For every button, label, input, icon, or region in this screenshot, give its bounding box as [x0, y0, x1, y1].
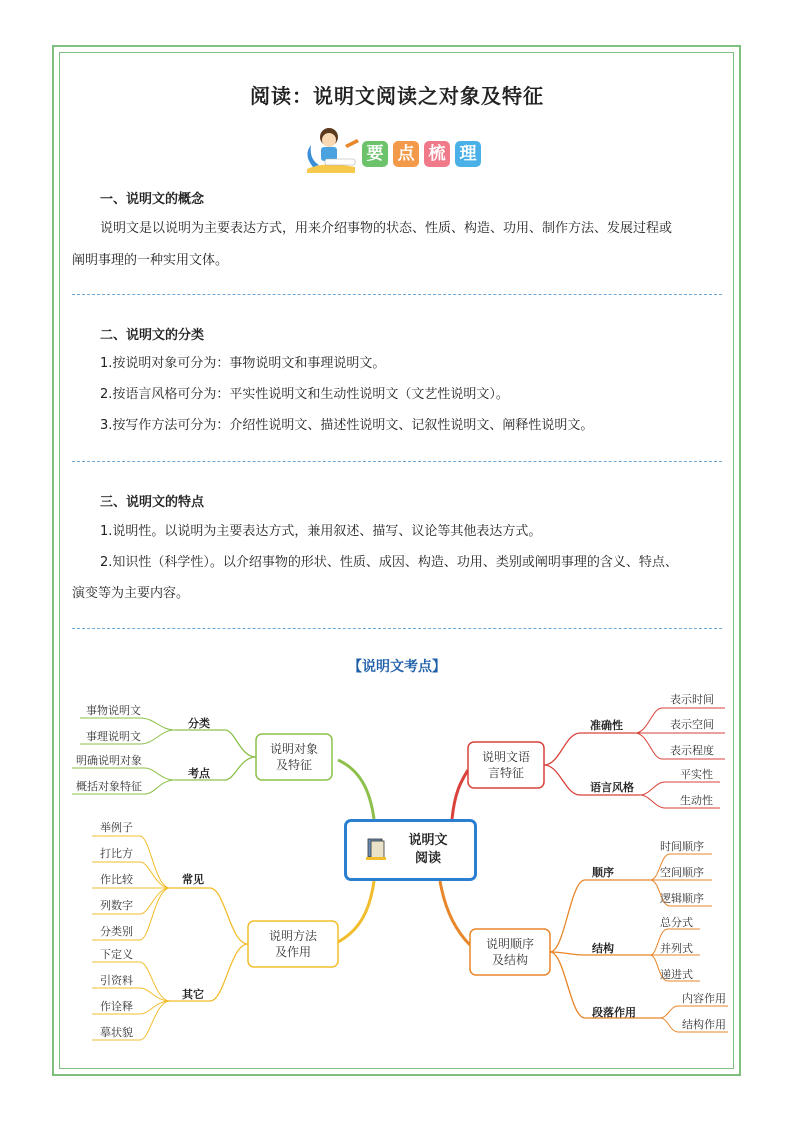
leaf-item: 举例子 — [100, 821, 133, 834]
leaf-item: 表示空间 — [670, 718, 714, 731]
leaf-item: 概括对象特征 — [76, 780, 142, 793]
node-line: 及特征 — [275, 758, 312, 772]
category-classification: 分类 — [188, 717, 210, 730]
leaf-item: 打比方 — [100, 847, 133, 860]
section2-item-3: 3.按写作方法可分为：介绍性说明文、描述性说明文、记叙性说明文、阐释性说明文。 — [100, 418, 594, 433]
leaf-item: 事理说明文 — [86, 730, 141, 743]
branch-bottom-left — [338, 881, 374, 942]
leaf-item: 明确说明对象 — [76, 754, 142, 767]
leaf-item: 引资料 — [100, 974, 133, 987]
leaf-item: 空间顺序 — [660, 866, 704, 879]
banner-badge-1: 要 — [362, 141, 388, 167]
leaf-item: 逻辑顺序 — [660, 892, 704, 905]
leaf-item: 内容作用 — [682, 992, 726, 1005]
leaf-item: 并列式 — [660, 942, 693, 955]
leaf-item: 平实性 — [680, 768, 713, 781]
mindmap-center-label — [396, 832, 460, 868]
node-line: 及作用 — [274, 945, 311, 959]
node-bottom-right — [470, 936, 550, 968]
banner-badge-2: 点 — [393, 141, 419, 167]
leaf-item: 作比较 — [100, 873, 133, 886]
mindmap-title: 【说明文考点】 — [348, 659, 446, 675]
center-line-2: 阅读 — [414, 851, 441, 866]
category-language-style: 语言风格 — [590, 781, 634, 794]
section2-heading: 二、说明文的分类 — [100, 328, 205, 343]
leaf-item: 表示程度 — [670, 744, 714, 757]
page-title: 阅读：说明文阅读之对象及特征 — [250, 84, 544, 108]
node-bottom-left — [248, 928, 338, 960]
leaf-item: 事物说明文 — [86, 704, 141, 717]
node-line: 说明文语 — [481, 750, 530, 764]
book-icon — [364, 836, 388, 862]
center-line-1: 说明文 — [408, 833, 448, 848]
leaf-item: 生动性 — [680, 794, 713, 807]
node-line: 及结构 — [491, 953, 528, 967]
section2-item-2: 2.按语言风格可分为：平实性说明文和生动性说明文（文艺性说明文）。 — [100, 387, 509, 402]
leaf-item: 结构作用 — [682, 1018, 726, 1031]
section3-item-2-line1: 2.知识性（科学性）。以介绍事物的形状、性质、成因、构造、功用、类别或阐明事理的含义、特点、 — [100, 555, 678, 570]
category-other: 其它 — [182, 988, 204, 1001]
leaf-item: 递进式 — [660, 968, 693, 981]
category-accuracy: 准确性 — [590, 719, 623, 732]
leaf-item: 摹状貌 — [100, 1026, 133, 1039]
node-line: 说明对象 — [269, 742, 318, 756]
category-common: 常见 — [182, 873, 204, 886]
section3-heading: 三、说明文的特点 — [100, 495, 205, 510]
section3-item-1: 1.说明性。以说明为主要表达方式，兼用叙述、描写、议论等其他表达方式。 — [100, 524, 542, 539]
leaf-item: 作诠释 — [100, 1000, 133, 1013]
node-line: 说明顺序 — [485, 937, 534, 951]
node-line: 言特征 — [487, 766, 524, 780]
leaf-item: 总分式 — [660, 916, 693, 929]
section2-item-1: 1.按说明对象可分为：事物说明文和事理说明文。 — [100, 356, 386, 371]
leaf-item: 表示时间 — [670, 693, 714, 706]
branch-bottom-right — [440, 881, 470, 945]
section1-line2: 阐明事理的一种实用文体。 — [72, 253, 229, 268]
category-order: 顺序 — [592, 866, 614, 879]
branch-top-right — [452, 770, 468, 819]
banner-badge-4: 理 — [455, 141, 481, 167]
category-paragraph-function: 段落作用 — [592, 1006, 636, 1019]
node-line: 说明方法 — [268, 929, 317, 943]
leaf-item: 分类别 — [100, 925, 133, 938]
node-top-left — [256, 741, 332, 773]
banner-badge-3: 梳 — [424, 141, 450, 167]
section1-line1: 说明文是以说明为主要表达方式，用来介绍事物的状态、性质、构造、功用、制作方法、发展过程或 — [100, 221, 673, 236]
category-structure: 结构 — [592, 942, 614, 955]
leaf-item: 下定义 — [100, 948, 133, 961]
leaf-item: 时间顺序 — [660, 840, 704, 853]
section3-item-2-line2: 演变等为主要内容。 — [72, 586, 190, 601]
category-exam-point: 考点 — [188, 767, 210, 780]
node-top-right — [468, 749, 544, 781]
section1-heading: 一、说明文的概念 — [100, 192, 205, 207]
leaf-item: 列数字 — [100, 899, 133, 912]
branch-top-left — [338, 760, 374, 819]
